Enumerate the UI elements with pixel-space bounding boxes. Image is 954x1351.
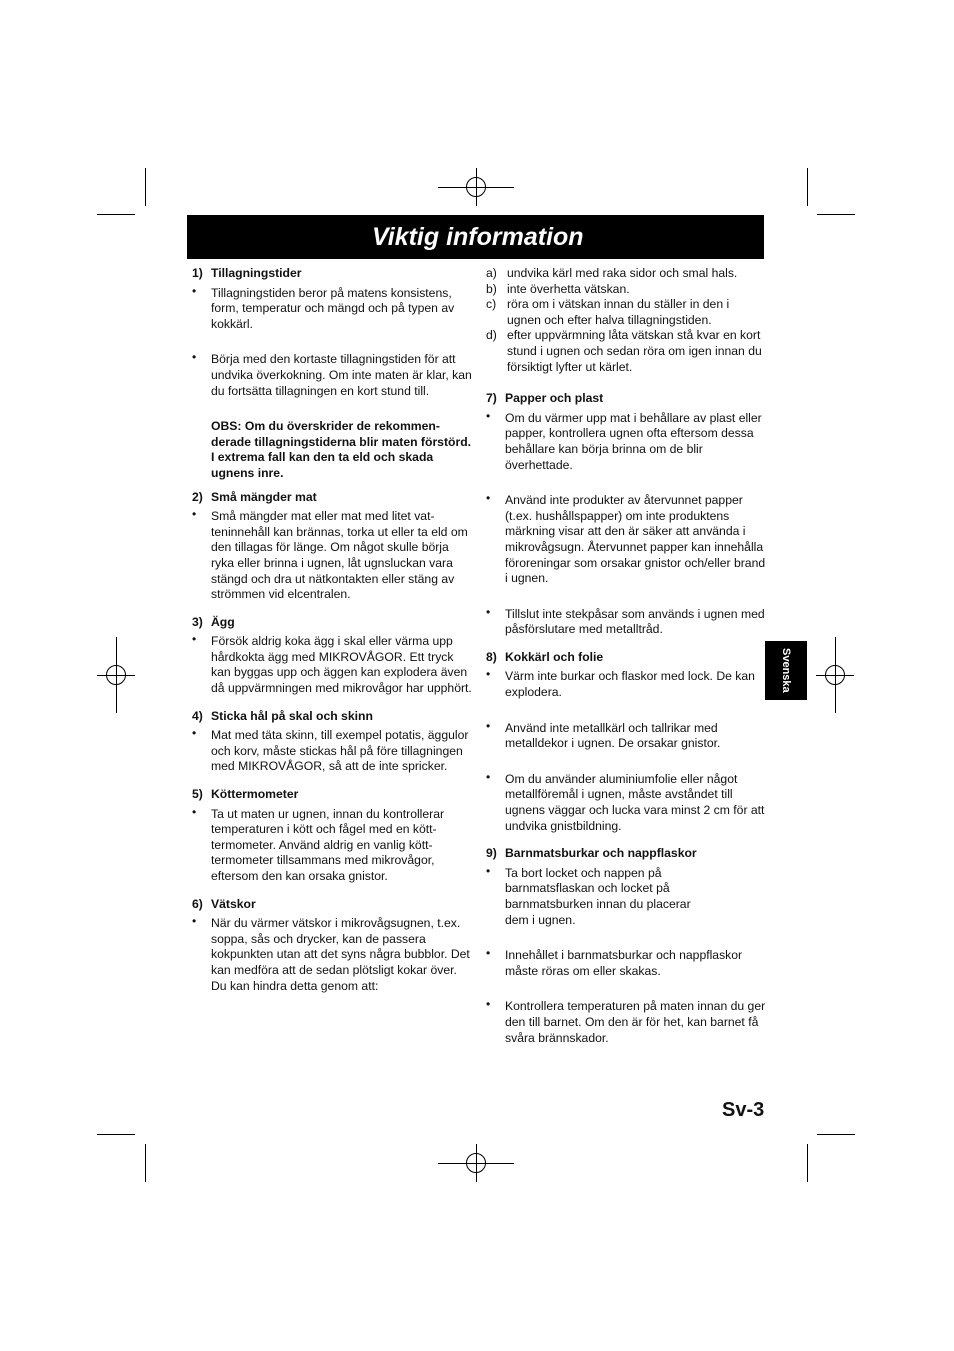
list-text: undvika kärl med raka sidor och smal hals.	[507, 266, 738, 280]
section-cookware-foil	[486, 650, 766, 834]
section-eggs	[192, 615, 472, 697]
section-number: 5)	[192, 787, 203, 802]
section-number: 9)	[486, 846, 497, 861]
section-heading	[192, 490, 472, 506]
title-bar	[187, 215, 764, 259]
section-number: 7)	[486, 391, 497, 406]
section-title: Köttermometer	[211, 787, 299, 802]
section-number: 3)	[192, 614, 203, 629]
list-item	[486, 297, 766, 328]
section-heading	[192, 266, 472, 282]
section-title: Sticka hål på skal och skinn	[211, 708, 373, 723]
list-letter: a)	[486, 266, 497, 280]
section-number: 1)	[192, 266, 203, 280]
bullet-item: • Använd inte produkter av återvunnet papper (t.ex. hushållspapper) om inte produktens märkning visar att den är säker att använda i mikrovågsugn. Återvunnet papper kan innehålla föroreningar som orsakar gnistor och/eller brand i ugnen.	[486, 493, 766, 587]
liquid-steps-list	[486, 266, 766, 375]
list-text: inte överhetta vätskan.	[507, 281, 630, 296]
list-item	[486, 266, 766, 282]
list-text: efter uppvärmning låta vätskan stå kvar en kort stund i ugnen och sedan röra om igen innan du försiktigt lyfter ut kärlet.	[507, 328, 762, 374]
bullet-item: • Värm inte burkar och flaskor med lock. De kan explodera.	[486, 669, 766, 700]
section-liquids	[192, 897, 472, 995]
bullet-item: • Små mängder mat eller mat med litet vat-teninnehåll kan brännas, torka ut eller ta eld om den tillagas för länge. Om något skulle börja ryka eller brinna i ugnen, låt ugnsluckan vara stängd och dra ut nätkontakten eller stäng av strömmen vid elcentralen.	[192, 509, 472, 603]
section-heading	[486, 650, 766, 666]
section-title: Tillagningstider	[211, 266, 302, 280]
section-number: 8)	[486, 649, 497, 664]
section-heading	[192, 787, 472, 803]
bullet-item: • Tillagningstiden beror på matens konsistens, form, temperatur och mängd och på typen av kokkärl.	[192, 286, 472, 333]
section-small-amounts	[192, 490, 472, 603]
section-number: 6)	[192, 896, 203, 911]
warning-note: OBS: Om du överskrider de rekommen-derade tillagningstiderna blir maten förstörd. I extrema fall kan den ta eld och skada ugnens inre.	[211, 419, 472, 480]
bullet-item: • Tillslut inte stekpåsar som används i ugnen med påsförslutare med metalltråd.	[486, 607, 766, 638]
bullet-item: • Om du värmer upp mat i behållare av plast eller papper, kontrollera ugnen ofta eftersom dessa behållare kan börja brinna om de blir överhettade.	[486, 411, 766, 473]
list-text: röra om i vätskan innan du ställer in den i ugnen och efter halva tillagningstiden.	[507, 297, 730, 327]
section-cooking-times	[192, 266, 472, 482]
section-heading	[486, 391, 766, 407]
bullet-item: • Använd inte metallkärl och tallrikar med metalldekor i ugnen. De orsakar gnistor.	[486, 721, 766, 752]
bullet-item: • Om du använder aluminiumfolie eller något metallföremål i ugnen, måste avståndet till ugnens väggar och lucka vara minst 2 cm för att undvika gnistbildning.	[486, 772, 766, 834]
section-title: Ägg	[211, 614, 235, 629]
list-letter: d)	[486, 328, 497, 343]
list-item	[486, 328, 766, 375]
section-heading	[192, 615, 472, 631]
section-heading	[192, 709, 472, 725]
bullet-item: • Ta ut maten ur ugnen, innan du kontrollerar temperaturen i kött och fågel med en kött-termometer. Använd aldrig en vanlig kött-termometer tillsammans med mikrovågor, eftersom den kan orsaka gnistor.	[192, 807, 472, 885]
section-title: Papper och plast	[505, 391, 604, 406]
list-item	[486, 282, 766, 298]
bullet-item: • Börja med den kortaste tillagningstiden för att undvika överkokning. Om inte maten är klar, kan du fortsätta tillagningen en kort stund till.	[192, 352, 472, 399]
bullet-item: • Kontrollera temperaturen på maten innan du ger den till barnet. Om den är för het, kan barnet få svåra brännskador.	[486, 999, 766, 1046]
section-title: Vätskor	[211, 896, 256, 911]
page-number: Sv-3	[722, 1099, 765, 1121]
bullet-item: • Mat med täta skinn, till exempel potatis, äggulor och korv, måste stickas hål på före tillagningen med MIKROVÅGOR, så att de inte spricker.	[192, 728, 472, 775]
section-number: 4)	[192, 708, 203, 723]
right-column	[486, 266, 766, 1050]
list-letter: b)	[486, 281, 497, 296]
list-letter: c)	[486, 297, 497, 312]
bullet-item: • Försök aldrig koka ägg i skal eller värma upp hårdkokta ägg med MIKROVÅGOR. Ett tryck kan byggas upp och äggen kan explodera även då uppvärmningen med mikrovågor har upphört.	[192, 634, 472, 696]
language-tab	[765, 641, 807, 700]
bullet-item: • Innehållet i barnmatsburkar och nappflaskor måste röras om eller skakas.	[486, 948, 766, 979]
section-meat-thermometer	[192, 787, 472, 885]
language-tab-label: Svenska	[780, 648, 792, 693]
section-heading	[486, 846, 766, 862]
bullet-item: • Ta bort locket och nappen på barnmatsflaskan och locket på barnmatsburken innan du placerar dem i ugnen.	[486, 866, 766, 928]
section-number: 2)	[192, 489, 203, 504]
bullet-item: • När du värmer vätskor i mikrovågsugnen, t.ex. soppa, sås och drycker, kan de passera kokpunkten utan att det syns några bubblor. Det kan medföra att de sedan plötsligt kokar över. Du kan hindra detta genom att:	[192, 916, 472, 994]
left-column	[192, 266, 472, 998]
page-title: Viktig information	[372, 223, 584, 251]
section-title: Små mängder mat	[211, 489, 317, 504]
section-baby-food	[486, 846, 766, 1046]
section-piercing	[192, 709, 472, 775]
section-paper-plastic	[486, 391, 766, 638]
section-heading	[192, 897, 472, 913]
section-title: Barnmatsburkar och nappflaskor	[505, 846, 697, 861]
section-title: Kokkärl och folie	[505, 649, 604, 664]
